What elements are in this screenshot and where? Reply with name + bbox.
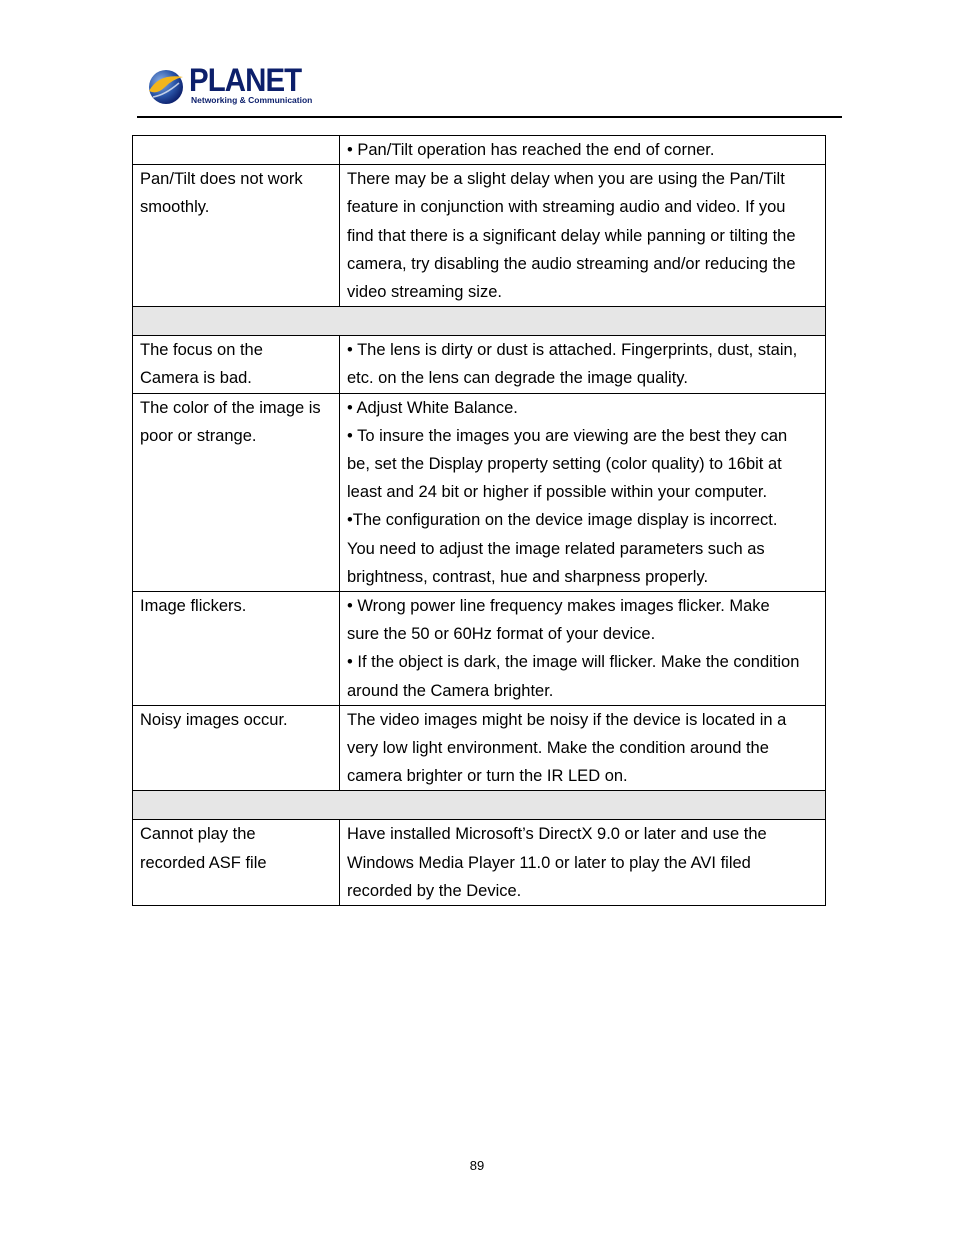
header-divider bbox=[137, 116, 842, 118]
solution-line: feature in conjunction with streaming audio and video. If you bbox=[347, 198, 786, 217]
table-row bbox=[133, 820, 826, 906]
problem-cell bbox=[133, 165, 340, 307]
solution-line: • The lens is dirty or dust is attached. Fingerprints, dust, stain, bbox=[347, 341, 798, 360]
problem-line: The color of the image is bbox=[140, 398, 321, 417]
problem-cell bbox=[133, 393, 340, 591]
solution-line: find that there is a significant delay while panning or tilting the bbox=[347, 226, 796, 245]
solution-line: • Pan/Tilt operation has reached the end of corner. bbox=[347, 141, 715, 159]
problem-line: Camera is bad. bbox=[140, 369, 252, 388]
table-row bbox=[133, 393, 826, 591]
problem-line: The focus on the bbox=[140, 341, 263, 360]
solution-cell bbox=[340, 336, 826, 393]
solution-cell bbox=[340, 705, 826, 791]
troubleshooting-table bbox=[132, 135, 826, 906]
solution-line: • Wrong power line frequency makes images flicker. Make bbox=[347, 597, 770, 616]
brand-tagline: Networking & Communication bbox=[191, 95, 313, 105]
problem-cell bbox=[133, 705, 340, 791]
solution-line: brightness, contrast, hue and sharpness properly. bbox=[347, 567, 709, 586]
problem-line: smoothly. bbox=[140, 198, 210, 217]
solution-line: • Adjust White Balance. bbox=[347, 398, 518, 417]
brand-name: PLANET bbox=[189, 62, 302, 98]
solution-line: etc. on the lens can degrade the image quality. bbox=[347, 369, 688, 388]
problem-cell bbox=[133, 136, 340, 165]
problem-line: poor or strange. bbox=[140, 426, 257, 445]
solution-cell bbox=[340, 820, 826, 906]
table-row bbox=[133, 136, 826, 165]
solution-line: • If the object is dark, the image will flicker. Make the condition bbox=[347, 653, 800, 672]
planet-logo-globe-icon bbox=[145, 65, 187, 107]
solution-line: camera, try disabling the audio streaming and/or reducing the bbox=[347, 254, 796, 273]
solution-line: camera brighter or turn the IR LED on. bbox=[347, 767, 628, 786]
solution-cell bbox=[340, 165, 826, 307]
section-band-row bbox=[133, 791, 826, 820]
problem-cell bbox=[133, 592, 340, 706]
page-header bbox=[145, 62, 345, 110]
solution-line: You need to adjust the image related parameters such as bbox=[347, 539, 765, 558]
solution-line: recorded by the Device. bbox=[347, 881, 522, 900]
solution-line: •The configuration on the device image display is incorrect. bbox=[347, 511, 778, 530]
solution-line: There may be a slight delay when you are using the Pan/Tilt bbox=[347, 170, 785, 189]
problem-line: Cannot play the bbox=[140, 825, 256, 844]
solution-line: be, set the Display property setting (color quality) to 16bit at bbox=[347, 455, 782, 474]
solution-line: video streaming size. bbox=[347, 283, 502, 302]
table-row bbox=[133, 592, 826, 706]
table-row bbox=[133, 705, 826, 791]
solution-line: • To insure the images you are viewing are the best they can bbox=[347, 426, 788, 445]
section-band-cell bbox=[133, 307, 826, 336]
solution-line: around the Camera brighter. bbox=[347, 681, 554, 700]
table-row bbox=[133, 336, 826, 393]
problem-line: Pan/Tilt does not work bbox=[140, 170, 303, 189]
solution-line: The video images might be noisy if the device is located in a bbox=[347, 710, 787, 729]
section-band-row bbox=[133, 307, 826, 336]
problem-cell bbox=[133, 336, 340, 393]
solution-cell bbox=[340, 592, 826, 706]
problem-line: Noisy images occur. bbox=[140, 710, 288, 729]
solution-cell bbox=[340, 136, 826, 165]
section-band-cell bbox=[133, 791, 826, 820]
problem-line: recorded ASF file bbox=[140, 853, 267, 872]
problem-cell bbox=[133, 820, 340, 906]
solution-line: Have installed Microsoft’s DirectX 9.0 or later and use the bbox=[347, 825, 767, 844]
solution-cell bbox=[340, 393, 826, 591]
table-row bbox=[133, 165, 826, 307]
problem-line: Image flickers. bbox=[140, 597, 247, 616]
solution-line: least and 24 bit or higher if possible within your computer. bbox=[347, 483, 768, 502]
solution-line: sure the 50 or 60Hz format of your device. bbox=[347, 625, 656, 644]
solution-line: very low light environment. Make the condition around the bbox=[347, 739, 769, 758]
page-number: 89 bbox=[469, 1158, 485, 1173]
solution-line: Windows Media Player 11.0 or later to play the AVI filed bbox=[347, 853, 751, 872]
